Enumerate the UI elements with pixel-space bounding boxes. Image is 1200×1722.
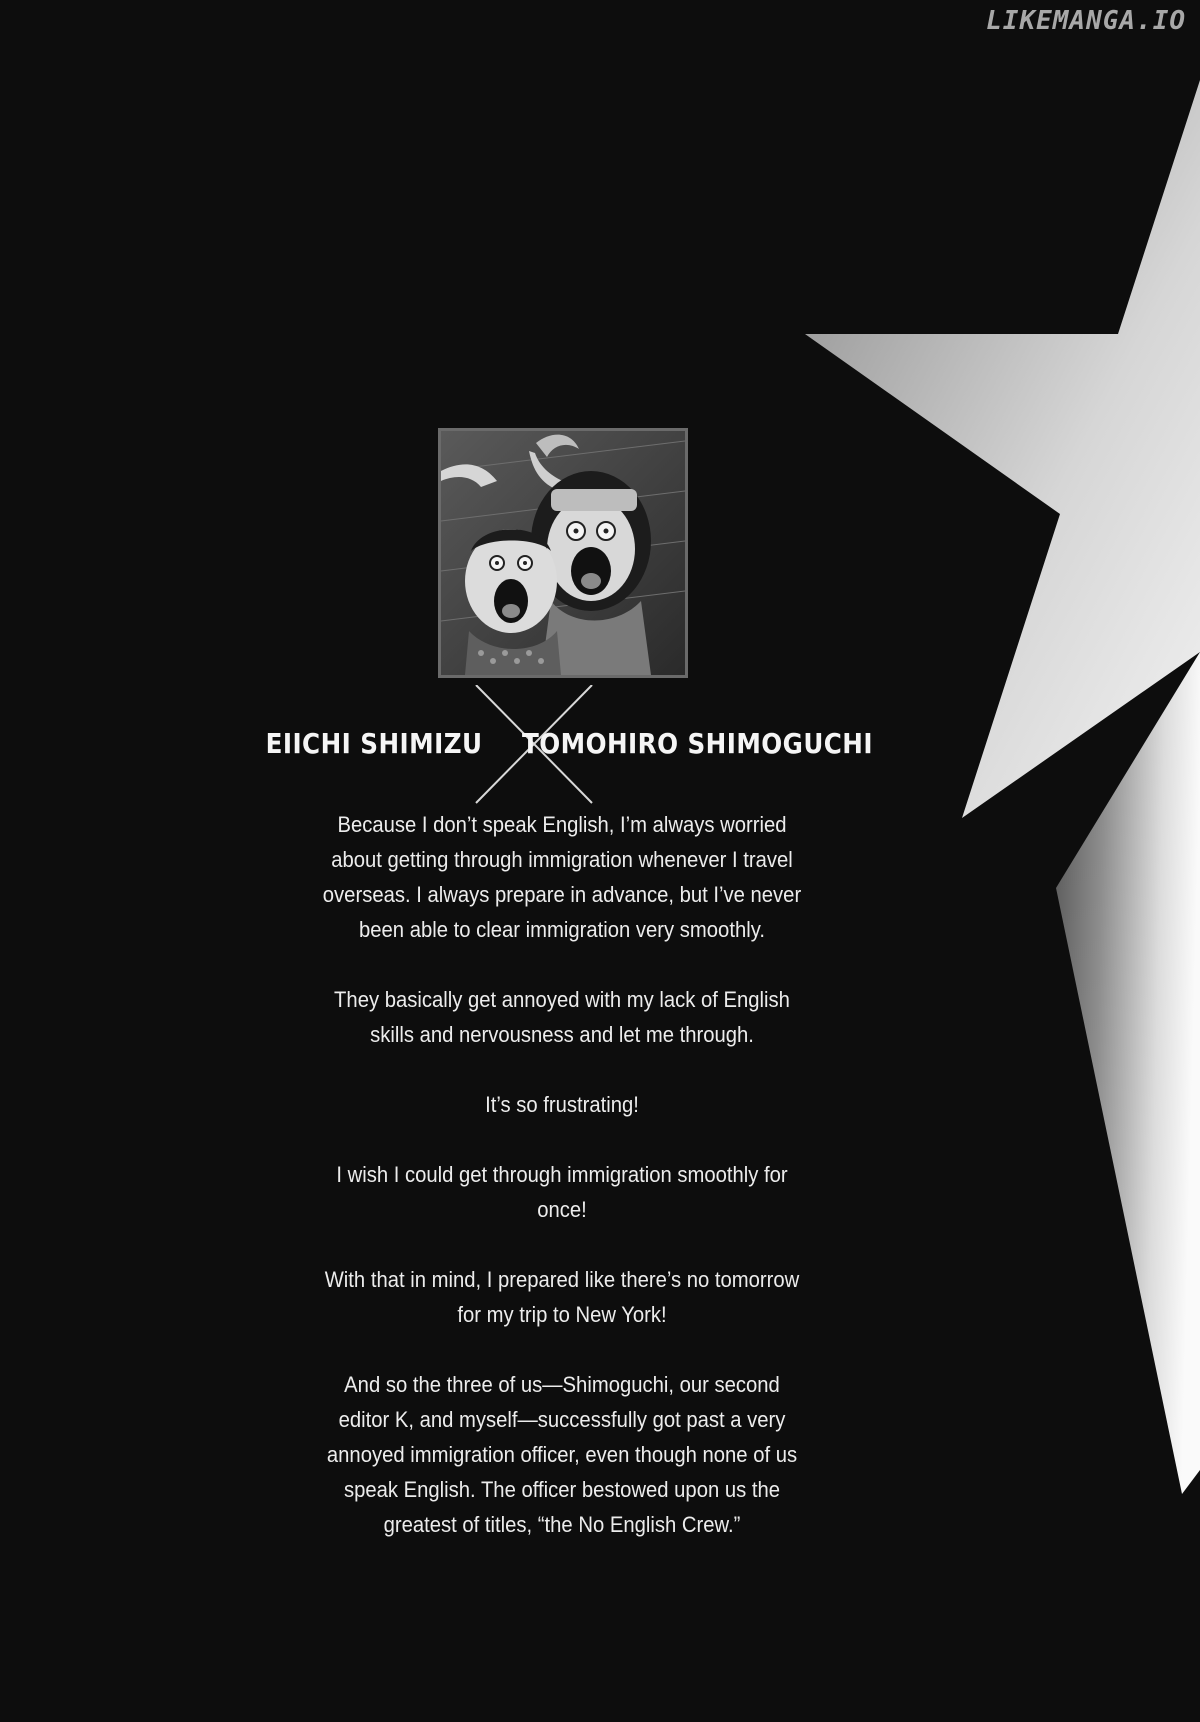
paragraph: I wish I could get through immigration smoothly for once! xyxy=(336,1162,788,1222)
paragraph: And so the three of us—Shimoguchi, our second editor K, and myself—successfully got past a very annoyed immigration officer, even though none of us speak English. The officer bestowed upon us the greatest of titles, “the No English Crew.” xyxy=(326,1372,798,1537)
paragraph: Because I don’t speak English, I’m always worried about getting through immigration whenever I travel overseas. I always prepare in advance, but I’ve never been able to clear immigration very smoothly. xyxy=(322,812,802,942)
author-portrait xyxy=(438,428,688,678)
paragraph: It’s so frustrating! xyxy=(485,1092,639,1117)
author-credits xyxy=(0,727,1200,767)
author-name-left: EIICHI SHIMIZU xyxy=(265,727,482,760)
author-portrait-illustration xyxy=(441,431,685,675)
afterword-text xyxy=(290,807,834,1542)
paragraph: With that in mind, I prepared like there’s no tomorrow for my trip to New York! xyxy=(324,1267,800,1327)
paragraph: They basically get annoyed with my lack of English skills and nervousness and let me through. xyxy=(334,987,790,1047)
author-name-right: TOMOHIRO SHIMOGUCHI xyxy=(522,727,873,760)
site-watermark: LIKEMANGA.IO xyxy=(986,6,1186,36)
